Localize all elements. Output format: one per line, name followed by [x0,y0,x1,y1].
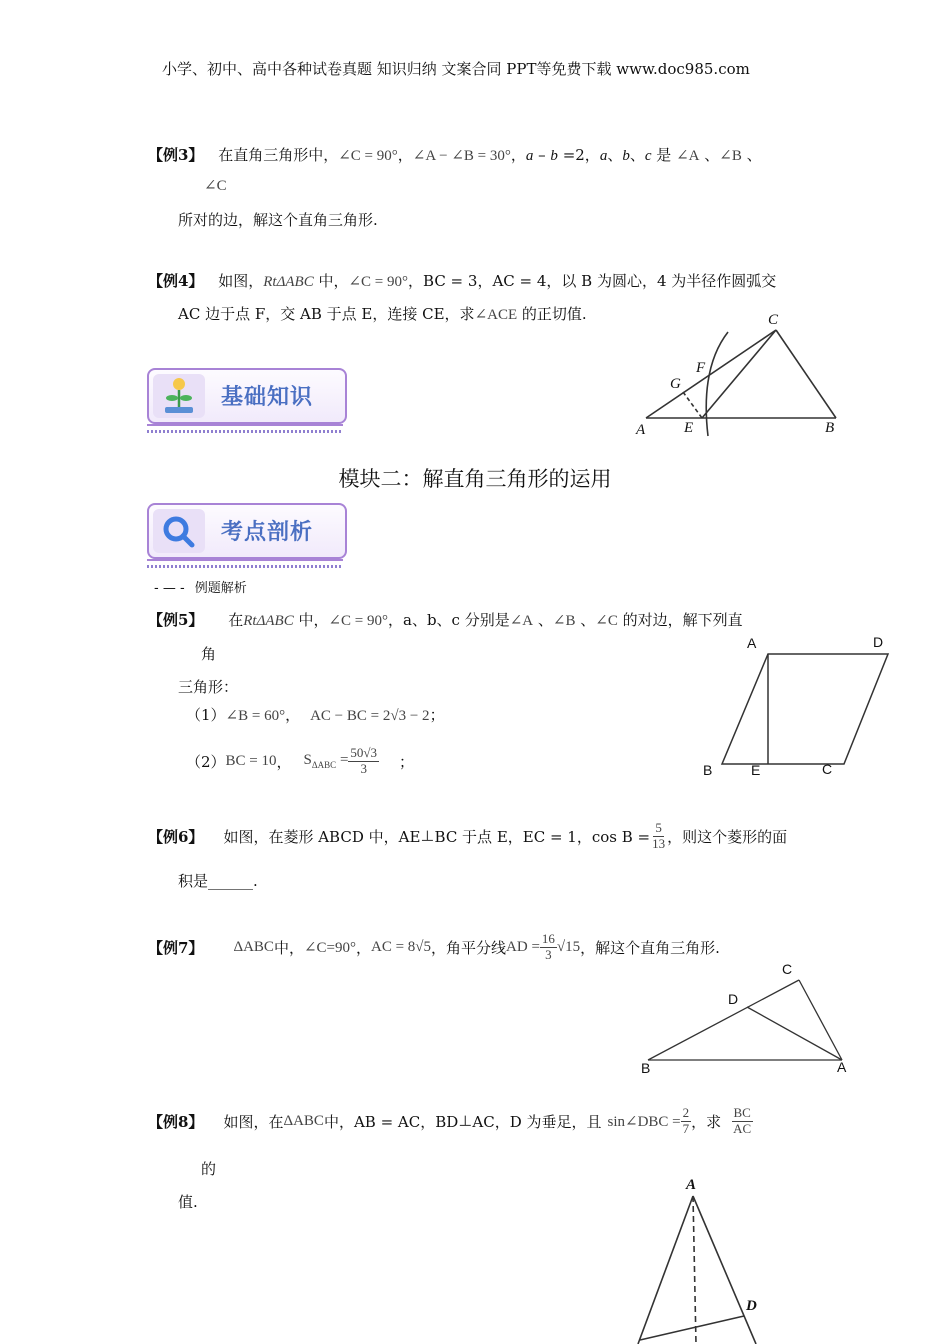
text: AC 边于点 F，交 AB 于点 E，连接 CE，求 [178,305,475,323]
text: 、 [699,146,720,164]
formula: RtΔABC [263,274,314,290]
segment-BD [640,1316,744,1340]
divider [147,430,343,433]
text: BC 于点 E，EC = 1，cos B = [434,827,651,846]
formula: ∠C [595,613,618,629]
point-C-label: C [782,961,793,977]
point-F-label: F [696,360,706,376]
text: ，则这个菱形的面 [667,827,788,846]
example-8-line2: 的 [201,1160,217,1178]
text: – [533,146,551,164]
text: 、 [607,146,623,164]
text: 、 [533,611,553,629]
point-D-label: D [746,1298,757,1314]
denominator: AC [733,1120,752,1136]
point-C-label: C [822,761,833,777]
point-E-label: E [751,762,761,778]
fraction [681,1106,692,1136]
text: ，解这个直角三角形. [580,938,720,957]
plant-bulb-icon [153,374,205,418]
point-D-label: D [728,991,739,1007]
denominator: 3 [360,760,367,776]
badge-title: 基础知识 [221,385,314,410]
var: a [599,148,608,164]
example-5-line2: 角 [201,645,217,663]
formula: sin∠DBC = [607,1113,681,1130]
fraction [650,821,667,851]
example-8-line3: 值. [178,1193,198,1211]
segment-AB [638,1196,693,1344]
numerator: 16 [541,931,555,947]
point-D-label: D [873,634,884,650]
text: ，BC = 3，AC = 4，以 B 为圆心，4 为半径作圆弧交 [408,272,777,290]
formula: ∠B [552,613,576,629]
example-4-label: 【例4】 [148,272,204,290]
formula: ∠C=90° [303,939,356,956]
denominator: 7 [682,1120,690,1136]
segment-AC [646,330,776,418]
badge-icon-box [153,374,205,418]
text: ； [399,752,415,771]
point-B-label: B [825,420,835,436]
arc [706,332,728,436]
formula: ∠A − ∠B = 30° [412,148,511,164]
text: 如图，在 [223,1112,284,1131]
text: 、 [575,611,596,629]
fraction [348,746,379,776]
example-5-part1 [186,704,445,725]
example-4-line2 [178,303,587,324]
text: ， [285,706,301,724]
numerator: BC [733,1105,751,1121]
text: 的正切值. [517,305,587,323]
var: b [550,148,558,164]
example-8-line1 [148,1098,753,1144]
example-3-label: 【例3】 [148,146,204,164]
subscript: ΔABC [311,760,337,770]
formula: ∠C = 90° [348,274,409,290]
text: 在直角三角形中， [218,146,339,164]
fraction [731,1106,753,1136]
text: 中， [293,611,329,629]
example-8-label: 【例8】 [148,1112,204,1131]
example-3-line1 [148,144,762,165]
formula: ∠C = 90° [338,148,398,164]
formula: BC = 10 [225,752,277,769]
text: 如图， [218,272,264,290]
badge-title: 考点剖析 [221,520,314,545]
perpendicular-symbol: ⊥ [458,1113,473,1130]
text: ， [355,938,371,957]
numerator: 50√3 [350,745,378,761]
example-6-figure [700,630,900,782]
badge-icon-box [153,509,205,553]
example-5-line3: 三角形： [178,678,239,696]
divider [147,424,343,426]
formula: ΔABC [233,938,274,955]
text: =2， [557,146,600,164]
point-B-label: B [703,762,713,778]
point-A-label: A [636,422,646,438]
text: ，a、b、c 分别是 [388,611,510,629]
page-header: 小学、初中、高中各种试卷真题 知识归纳 文案合同 PPT等免费下载 www.doc985.com [162,60,750,78]
example-6-line1 [148,813,787,859]
text: 、 [629,146,645,164]
formula: ∠A [509,613,534,629]
text: ，求 [691,1112,722,1131]
area-formula [304,752,349,770]
subsection-heading [154,577,247,596]
fraction [540,932,557,962]
point-A-label: A [686,1177,697,1193]
example-5-label: 【例5】 [148,611,204,629]
example-7-label: 【例7】 [148,938,204,957]
formula: ∠A [676,148,700,164]
radical: √15 [556,938,581,955]
example-7-figure [636,960,856,1078]
formula: ∠C = 90° [328,613,389,629]
formula: AC − BC = 2√3 − 2 [310,708,430,724]
search-icon [153,509,205,553]
denominator: 13 [652,835,666,851]
formula: ∠B [719,148,742,164]
segment-BC [648,980,799,1060]
text: 的对边，解下列直 [617,611,743,629]
segment-AC [693,1196,756,1344]
rhombus-ABCD [722,654,888,764]
divider [147,559,343,561]
var: a [525,148,534,164]
var: b [622,148,630,164]
subsection-title: 例题解析 [194,581,247,596]
example-4-line1 [148,270,776,291]
point-G-label: G [670,376,681,392]
example-6-line2: 积是______. [178,872,258,890]
example-5-line1 [148,609,743,630]
perpendicular-symbol: ⊥ [420,828,435,845]
text: ，角平分线 [431,938,507,957]
text: （1） [186,706,226,724]
point-A-label: A [837,1059,847,1075]
text: （2） [186,752,226,771]
text: AC，D 为垂足，且 [472,1112,602,1131]
altitude-dashed [693,1196,696,1344]
point-E-label: E [684,420,694,436]
formula: ∠ACE [474,307,518,323]
example-7-line1 [148,924,720,970]
point-A-label: A [747,635,757,651]
text: 是 [651,146,677,164]
formula: ∠B = 60° [225,708,286,724]
text: S [303,752,312,768]
section-badge-basic [147,368,347,436]
text: ； [429,706,445,724]
formula: AD = [506,938,540,955]
formula: RtΔABC [243,613,294,629]
text: 中， [273,938,304,957]
example-5-part2 [186,738,414,784]
numerator: 2 [682,1105,690,1121]
module-title: 模块二：解直角三角形的运用 [338,467,612,491]
numerator: 5 [655,820,662,836]
example-6-label: 【例6】 [148,827,204,846]
text: 中， [313,272,349,290]
segment-GE-dashed [683,392,702,418]
divider [147,565,343,568]
text: ， [510,146,526,164]
segment-BC [776,330,836,418]
formula: ∠C [204,178,227,194]
example-4-figure [630,308,850,440]
formula: ΔABC [283,1112,324,1129]
dash: - — - [154,581,185,596]
text: ， [397,146,413,164]
text: 中，AB = AC，BD [323,1112,459,1131]
text: 如图，在菱形 ABCD 中，AE [223,827,421,846]
formula: AC = 8√5 [371,938,432,955]
text: ， [276,752,292,771]
point-C-label: C [768,312,779,328]
text: 、 [741,146,762,164]
section-badge-analysis [147,503,347,571]
segment-CE [702,330,776,418]
point-B-label: B [641,1060,651,1076]
text: = [336,752,349,768]
example-8-figure [620,1170,780,1344]
example-3-line2: 所对的边，解这个直角三角形. [178,211,378,229]
text: 在 [228,611,244,629]
denominator: 3 [545,946,552,962]
var: c [644,148,652,164]
